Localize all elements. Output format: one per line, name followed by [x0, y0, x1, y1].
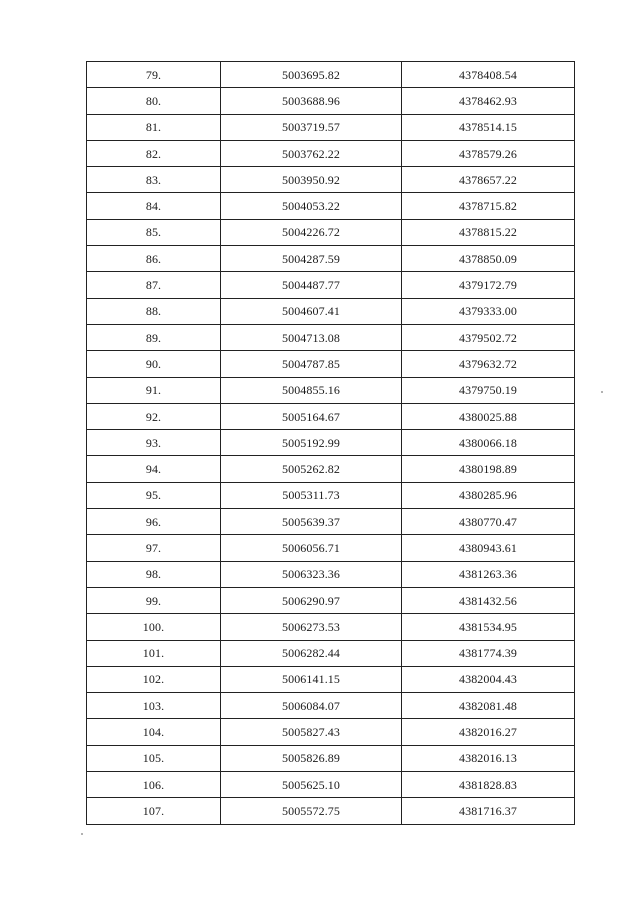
point-number-cell: 97.	[87, 535, 221, 561]
table-row	[87, 219, 575, 245]
point-number-cell: 85.	[87, 219, 221, 245]
point-number-cell: 81.	[87, 114, 221, 140]
y-coordinate-cell: 4380198.89	[402, 456, 575, 482]
point-number-cell: 93.	[87, 430, 221, 456]
x-coordinate-cell: 5003688.96	[221, 88, 402, 114]
point-number-cell: 86.	[87, 246, 221, 272]
table-row	[87, 62, 575, 88]
y-coordinate-cell: 4382016.13	[402, 745, 575, 771]
y-coordinate-cell: 4378657.22	[402, 167, 575, 193]
x-coordinate-cell: 5004855.16	[221, 377, 402, 403]
point-number-cell: 88.	[87, 298, 221, 324]
point-number-cell: 82.	[87, 140, 221, 166]
y-coordinate-cell: 4379750.19	[402, 377, 575, 403]
x-coordinate-cell: 5005827.43	[221, 719, 402, 745]
x-coordinate-cell: 5004487.77	[221, 272, 402, 298]
point-number-cell: 98.	[87, 561, 221, 587]
point-number-cell: 89.	[87, 324, 221, 350]
point-number-cell: 104.	[87, 719, 221, 745]
y-coordinate-cell: 4381828.83	[402, 772, 575, 798]
x-coordinate-cell: 5004287.59	[221, 246, 402, 272]
x-coordinate-cell: 5005826.89	[221, 745, 402, 771]
point-number-cell: 91.	[87, 377, 221, 403]
table-row	[87, 430, 575, 456]
x-coordinate-cell: 5005311.73	[221, 482, 402, 508]
x-coordinate-cell: 5004607.41	[221, 298, 402, 324]
table-row	[87, 298, 575, 324]
y-coordinate-cell: 4378715.82	[402, 193, 575, 219]
table-row	[87, 745, 575, 771]
point-number-cell: 100.	[87, 614, 221, 640]
table-row	[87, 535, 575, 561]
x-coordinate-cell: 5006323.36	[221, 561, 402, 587]
point-number-cell: 80.	[87, 88, 221, 114]
y-coordinate-cell: 4382016.27	[402, 719, 575, 745]
point-number-cell: 103.	[87, 693, 221, 719]
x-coordinate-cell: 5003695.82	[221, 62, 402, 88]
y-coordinate-cell: 4379502.72	[402, 324, 575, 350]
scan-speck	[81, 833, 83, 835]
y-coordinate-cell: 4379172.79	[402, 272, 575, 298]
x-coordinate-cell: 5004226.72	[221, 219, 402, 245]
table-row	[87, 167, 575, 193]
y-coordinate-cell: 4381716.37	[402, 798, 575, 824]
point-number-cell: 79.	[87, 62, 221, 88]
point-number-cell: 99.	[87, 587, 221, 613]
table-row	[87, 272, 575, 298]
x-coordinate-cell: 5004787.85	[221, 351, 402, 377]
y-coordinate-cell: 4380285.96	[402, 482, 575, 508]
y-coordinate-cell: 4381432.56	[402, 587, 575, 613]
x-coordinate-cell: 5005192.99	[221, 430, 402, 456]
y-coordinate-cell: 4381774.39	[402, 640, 575, 666]
table-row	[87, 719, 575, 745]
point-number-cell: 87.	[87, 272, 221, 298]
y-coordinate-cell: 4380066.18	[402, 430, 575, 456]
table-row	[87, 114, 575, 140]
y-coordinate-cell: 4378815.22	[402, 219, 575, 245]
x-coordinate-cell: 5005572.75	[221, 798, 402, 824]
point-number-cell: 90.	[87, 351, 221, 377]
table-row	[87, 666, 575, 692]
y-coordinate-cell: 4381534.95	[402, 614, 575, 640]
x-coordinate-cell: 5003950.92	[221, 167, 402, 193]
coordinates-table	[86, 61, 575, 825]
y-coordinate-cell: 4382081.48	[402, 693, 575, 719]
y-coordinate-cell: 4382004.43	[402, 666, 575, 692]
x-coordinate-cell: 5006273.53	[221, 614, 402, 640]
y-coordinate-cell: 4378514.15	[402, 114, 575, 140]
y-coordinate-cell: 4381263.36	[402, 561, 575, 587]
x-coordinate-cell: 5006290.97	[221, 587, 402, 613]
scan-speck	[601, 391, 603, 393]
table-row	[87, 324, 575, 350]
coordinates-table-body	[87, 62, 575, 825]
x-coordinate-cell: 5006282.44	[221, 640, 402, 666]
point-number-cell: 101.	[87, 640, 221, 666]
table-row	[87, 88, 575, 114]
point-number-cell: 107.	[87, 798, 221, 824]
table-row	[87, 587, 575, 613]
y-coordinate-cell: 4380943.61	[402, 535, 575, 561]
y-coordinate-cell: 4380770.47	[402, 509, 575, 535]
table-row	[87, 772, 575, 798]
point-number-cell: 95.	[87, 482, 221, 508]
x-coordinate-cell: 5004053.22	[221, 193, 402, 219]
x-coordinate-cell: 5006084.07	[221, 693, 402, 719]
x-coordinate-cell: 5005262.82	[221, 456, 402, 482]
table-row	[87, 403, 575, 429]
point-number-cell: 94.	[87, 456, 221, 482]
table-row	[87, 693, 575, 719]
table-row	[87, 193, 575, 219]
table-row	[87, 456, 575, 482]
y-coordinate-cell: 4379632.72	[402, 351, 575, 377]
x-coordinate-cell: 5006141.15	[221, 666, 402, 692]
table-row	[87, 509, 575, 535]
point-number-cell: 105.	[87, 745, 221, 771]
table-row	[87, 377, 575, 403]
x-coordinate-cell: 5003719.57	[221, 114, 402, 140]
point-number-cell: 102.	[87, 666, 221, 692]
table-row	[87, 640, 575, 666]
x-coordinate-cell: 5004713.08	[221, 324, 402, 350]
point-number-cell: 83.	[87, 167, 221, 193]
y-coordinate-cell: 4380025.88	[402, 403, 575, 429]
table-row	[87, 798, 575, 824]
table-row	[87, 351, 575, 377]
x-coordinate-cell: 5005164.67	[221, 403, 402, 429]
x-coordinate-cell: 5005639.37	[221, 509, 402, 535]
table-row	[87, 246, 575, 272]
point-number-cell: 106.	[87, 772, 221, 798]
point-number-cell: 84.	[87, 193, 221, 219]
y-coordinate-cell: 4379333.00	[402, 298, 575, 324]
x-coordinate-cell: 5006056.71	[221, 535, 402, 561]
point-number-cell: 92.	[87, 403, 221, 429]
table-row	[87, 614, 575, 640]
table-row	[87, 561, 575, 587]
y-coordinate-cell: 4378579.26	[402, 140, 575, 166]
point-number-cell: 96.	[87, 509, 221, 535]
y-coordinate-cell: 4378850.09	[402, 246, 575, 272]
y-coordinate-cell: 4378462.93	[402, 88, 575, 114]
x-coordinate-cell: 5005625.10	[221, 772, 402, 798]
x-coordinate-cell: 5003762.22	[221, 140, 402, 166]
y-coordinate-cell: 4378408.54	[402, 62, 575, 88]
table-row	[87, 482, 575, 508]
table-row	[87, 140, 575, 166]
